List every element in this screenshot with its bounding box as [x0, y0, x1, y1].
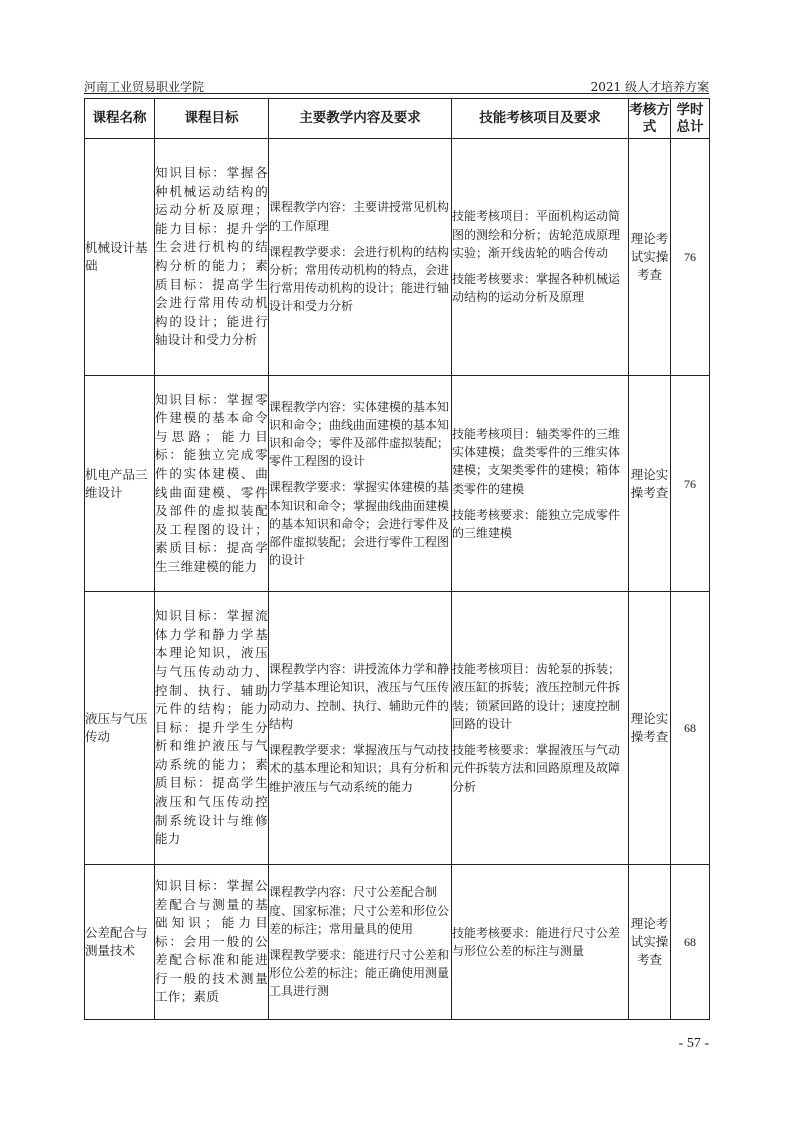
skill-items: 技能考核项目：轴类零件的三维实体建模；盘类零件的三维实体建模；支架类零件的建模；箱体类零件的建模 — [452, 426, 621, 496]
content-paragraph: 课程教学内容：讲授流体力学和静力学基本理论知识，液压与气压传动动力、控制、执行、辅助元件的结构 — [269, 662, 450, 731]
course-goal: 知识目标：掌握公差配合与测量的基础知识；能力目标：会用一般的公差配合标准和能进行一般的技术测量工作；素质 — [155, 865, 269, 1020]
total-hours: 68 — [671, 865, 710, 1020]
header-course-goal: 课程目标 — [155, 99, 269, 139]
skill-requirements: 技能考核要求：能独立完成零件的三维建模 — [452, 507, 621, 540]
skill-requirements: 技能考核要求：掌握各种机械运动结构的运动分析及原理 — [452, 272, 621, 305]
table-row — [85, 592, 710, 865]
table-header-row — [85, 99, 710, 139]
header-course-name: 课程名称 — [85, 99, 155, 139]
skill-assessment — [452, 592, 629, 865]
table-row — [85, 139, 710, 376]
teaching-content — [269, 592, 452, 865]
requirement-paragraph: 课程教学要求：能进行尺寸公差和形位公差的标注；能正确使用测量工具进行测 — [269, 948, 450, 999]
school-name: 河南工业贸易职业学院 — [84, 80, 205, 94]
page-number: - 57 - — [678, 1036, 709, 1051]
assessment-method: 理论实操考查 — [629, 376, 671, 592]
requirement-paragraph: 课程教学要求：掌握液压与气动技术的基本理论和知识；具有分析和维护液压与气动系统的能力 — [269, 743, 450, 794]
teaching-content — [269, 139, 452, 376]
skill-items: 技能考核项目：齿轮泵的拆装；液压缸的拆装；液压控制元件拆装；锁紧回路的设计；速度控制回路的设计 — [452, 662, 621, 731]
course-name: 机械设计基础 — [85, 139, 155, 376]
document-title: 2021 级人才培养方案 — [590, 80, 709, 94]
course-name: 公差配合与测量技术 — [85, 865, 155, 1020]
header-teaching-content: 主要教学内容及要求 — [269, 99, 452, 139]
header-rule — [84, 93, 709, 94]
requirement-paragraph: 课程教学要求：掌握实体建模的基本知识和命令；掌握曲线曲面建模的基本知识和命令；会进行零件及部件虚拟装配；会进行零件工程图的设计 — [269, 480, 450, 568]
course-goal: 知识目标：掌握零件建模的基本命令与思路；能力目标：能独立完成零件的实体建模、曲线曲面建模、零件及部件的虚拟装配及工程图的设计；素质目标：提高学生三维建模的能力 — [155, 376, 269, 592]
assessment-method: 理论考试实操考查 — [629, 139, 671, 376]
teaching-content — [269, 376, 452, 592]
header-skill-assessment: 技能考核项目及要求 — [452, 99, 629, 139]
skill-assessment — [452, 865, 629, 1020]
header-assessment-method: 考核方式 — [629, 99, 671, 139]
teaching-content — [269, 865, 452, 1020]
table-row — [85, 376, 710, 592]
skill-requirements: 技能考核要求：能进行尺寸公差与形位公差的标注与测量 — [452, 925, 621, 958]
assessment-method: 理论考试实操考查 — [629, 865, 671, 1020]
skill-items: 技能考核项目：平面机构运动简图的测绘和分析；齿轮范成原理实验；渐开线齿轮的啮合传动 — [452, 209, 621, 260]
course-goal: 知识目标：掌握各种机械运动结构的运动分析及原理；能力目标：提升学生会进行机构的结构分析的能力；素质目标：提高学生会进行常用传动机构的设计；能进行轴设计和受力分析 — [155, 139, 269, 376]
course-goal: 知识目标：掌握流体力学和静力学基本理论知识，液压与气压传动动力、控制、执行、辅助元件的结构；能力目标：提升学生分析和维护液压与气动系统的能力；素质目标：提高学生液压和气压传动控制系统设计与维修能力 — [155, 592, 269, 865]
content-paragraph: 课程教学内容：尺寸公差配合制度、国家标准；尺寸公差和形位公差的标注；常用量具的使用 — [269, 885, 450, 936]
content-paragraph: 课程教学内容：实体建模的基本知识和命令；曲线曲面建模的基本知识和命令；零件及部件虚拟装配；零件工程图的设计 — [269, 399, 450, 469]
requirement-paragraph: 课程教学要求：会进行机构的结构分析；常用传动机构的特点，会进行常用传动机构的设计；能进行轴设计和受力分析 — [269, 244, 450, 314]
table-row — [85, 865, 710, 1020]
total-hours: 68 — [671, 592, 710, 865]
course-name: 液压与气压传动 — [85, 592, 155, 865]
skill-assessment — [452, 139, 629, 376]
assessment-method: 理论实操考查 — [629, 592, 671, 865]
header-total-hours: 学时总计 — [671, 99, 710, 139]
course-name: 机电产品三维设计 — [85, 376, 155, 592]
content-paragraph: 课程教学内容：主要讲授常见机构的工作原理 — [269, 200, 450, 233]
curriculum-table — [84, 98, 710, 1020]
total-hours: 76 — [671, 376, 710, 592]
total-hours: 76 — [671, 139, 710, 376]
skill-assessment — [452, 376, 629, 592]
skill-requirements: 技能考核要求：掌握液压与气动元件拆装方法和回路原理及故障分析 — [452, 743, 621, 794]
